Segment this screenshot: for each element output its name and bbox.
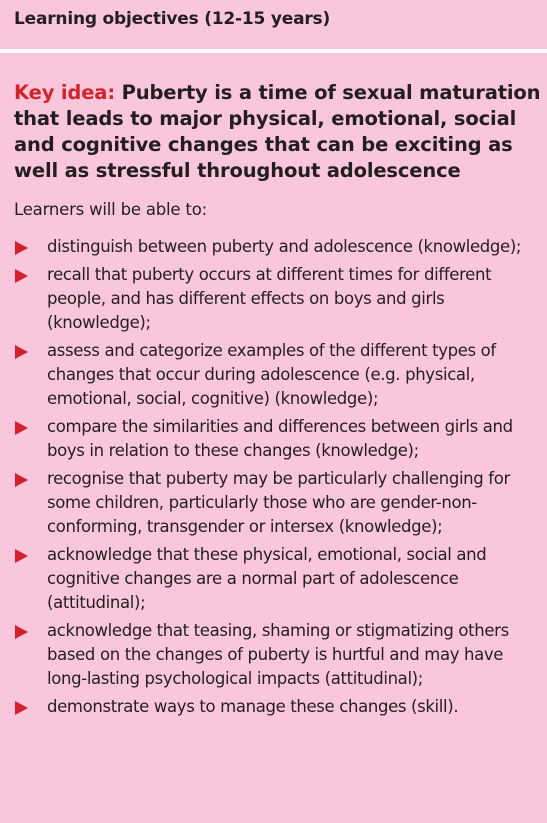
list-item — [14, 263, 542, 335]
list-item — [14, 543, 542, 615]
triangle-right-icon — [15, 345, 28, 359]
list-item — [14, 339, 542, 411]
list-item — [14, 415, 542, 463]
objective-text: acknowledge that teasing, shaming or stigmatizing others based on the changes of puberty is hurtful and may have long-lasting psychological impacts (attitudinal); — [47, 621, 509, 688]
list-item — [14, 695, 542, 719]
objectives-list — [14, 235, 542, 719]
triangle-right-icon — [15, 625, 28, 639]
objective-text: assess and categorize examples of the different types of changes that occur during adolescence (e.g. physical, emotional, social, cognitive) (knowledge); — [47, 341, 496, 408]
triangle-right-icon — [15, 473, 28, 487]
triangle-right-icon — [15, 549, 28, 563]
main-content — [14, 80, 542, 723]
triangle-right-icon — [15, 269, 28, 283]
list-item — [14, 235, 542, 259]
header — [0, 0, 547, 48]
key-idea-label: Key idea: — [14, 81, 115, 104]
objective-text: recognise that puberty may be particularly challenging for some children, particularly those who are gender-non-conforming, transgender or intersex (knowledge); — [47, 469, 510, 536]
triangle-right-icon — [15, 241, 28, 255]
objective-text: recall that puberty occurs at different times for different people, and has different effects on boys and girls (knowledge); — [47, 265, 492, 332]
header-divider — [0, 49, 547, 53]
key-idea-text: Puberty is a time of sexual maturation that leads to major physical, emotional, social and cognitive changes that can be exciting as well as stressful throughout adolescence — [14, 81, 541, 182]
intro-text: Learners will be able to: — [14, 200, 207, 219]
key-idea — [14, 80, 542, 184]
triangle-right-icon — [15, 421, 28, 435]
objective-text: acknowledge that these physical, emotional, social and cognitive changes are a normal part of adolescence (attitudinal); — [47, 545, 487, 612]
list-item — [14, 467, 542, 539]
objective-text: compare the similarities and differences between girls and boys in relation to these changes (knowledge); — [47, 417, 513, 460]
objective-text: demonstrate ways to manage these changes (skill). — [47, 697, 459, 716]
objective-text: distinguish between puberty and adolescence (knowledge); — [47, 237, 522, 256]
page-title: Learning objectives (12-15 years) — [14, 9, 331, 29]
list-item — [14, 619, 542, 691]
triangle-right-icon — [15, 701, 28, 715]
